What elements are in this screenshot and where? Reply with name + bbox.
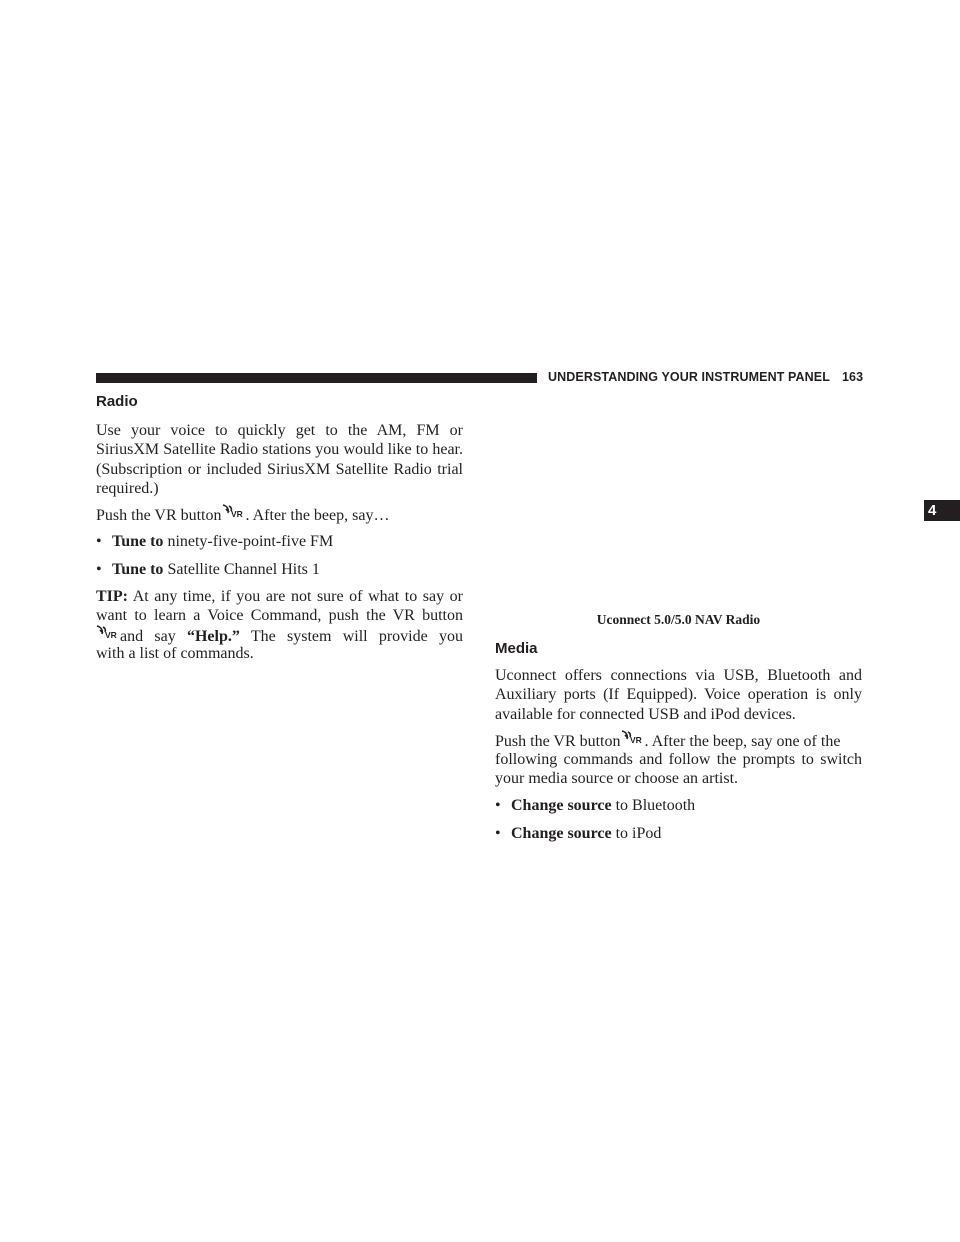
voice-recognition-icon (222, 504, 246, 518)
page-number: 163 (841, 370, 864, 384)
figure-caption: Uconnect 5.0/5.0 NAV Radio (596, 612, 761, 627)
media-push-rest: following commands and follow the prompts to switch your media source or choose an artist. (495, 751, 862, 788)
command-bold: Tune to (112, 533, 164, 550)
tip-help-command: “Help.” (186, 628, 240, 645)
radio-push-after: . After the beep, say… (245, 507, 390, 524)
radio-intro: Use your voice to quickly get to the AM, FM or SiriusXM Satellite Radio stations you would like to hear. (Subscription or included SiriusXM Satellite Radio trial required.) (96, 422, 463, 498)
svg-text:VR: VR (629, 735, 642, 744)
tip-label: TIP: (96, 588, 128, 605)
list-item (96, 532, 333, 551)
list-item (96, 560, 320, 579)
radio-push-instruction (96, 504, 389, 525)
media-push-after: . After the beep, say one of the (644, 733, 841, 750)
tip-text-1: At any time, if you are not sure of what to say or (132, 588, 463, 605)
header-rule (96, 373, 537, 383)
bullet-dot: • (495, 797, 501, 814)
list-item (495, 824, 661, 843)
tip-rest: The system will provide you (250, 628, 463, 645)
voice-recognition-icon (621, 730, 645, 744)
radio-push-before: Push the VR button (96, 507, 222, 524)
command-text: to Bluetooth (615, 797, 696, 814)
chapter-tab: 4 (924, 500, 960, 521)
command-bold: Change source (511, 797, 612, 814)
command-text: Satellite Channel Hits 1 (167, 561, 320, 578)
tip-line-2: want to learn a Voice Command, push the VR button (96, 607, 463, 624)
media-push-before: Push the VR button (495, 733, 621, 750)
media-push-line-1 (495, 730, 862, 751)
command-text: to iPod (615, 825, 662, 842)
running-head (548, 370, 863, 384)
tip-and-say: and say (120, 628, 176, 645)
command-bold: Change source (511, 825, 612, 842)
radio-heading: Radio (96, 393, 138, 410)
tip-line-1 (96, 587, 463, 606)
voice-recognition-icon (96, 625, 120, 639)
running-title: UNDERSTANDING YOUR INSTRUMENT PANEL (548, 370, 830, 384)
bullet-dot: • (96, 533, 102, 550)
bullet-dot: • (96, 561, 102, 578)
command-text: ninety-five-point-five FM (167, 533, 334, 550)
svg-text:VR: VR (105, 630, 117, 639)
bullet-dot: • (495, 825, 501, 842)
svg-text:VR: VR (230, 509, 243, 518)
media-heading: Media (495, 640, 538, 657)
tip-line-4: with a list of commands. (96, 645, 254, 662)
media-intro: Uconnect offers connections via USB, Bluetooth and Auxiliary ports (If Equipped). Voice operation is only available for connected USB and iPod devices. (495, 667, 862, 723)
command-bold: Tune to (112, 561, 164, 578)
list-item (495, 796, 695, 815)
